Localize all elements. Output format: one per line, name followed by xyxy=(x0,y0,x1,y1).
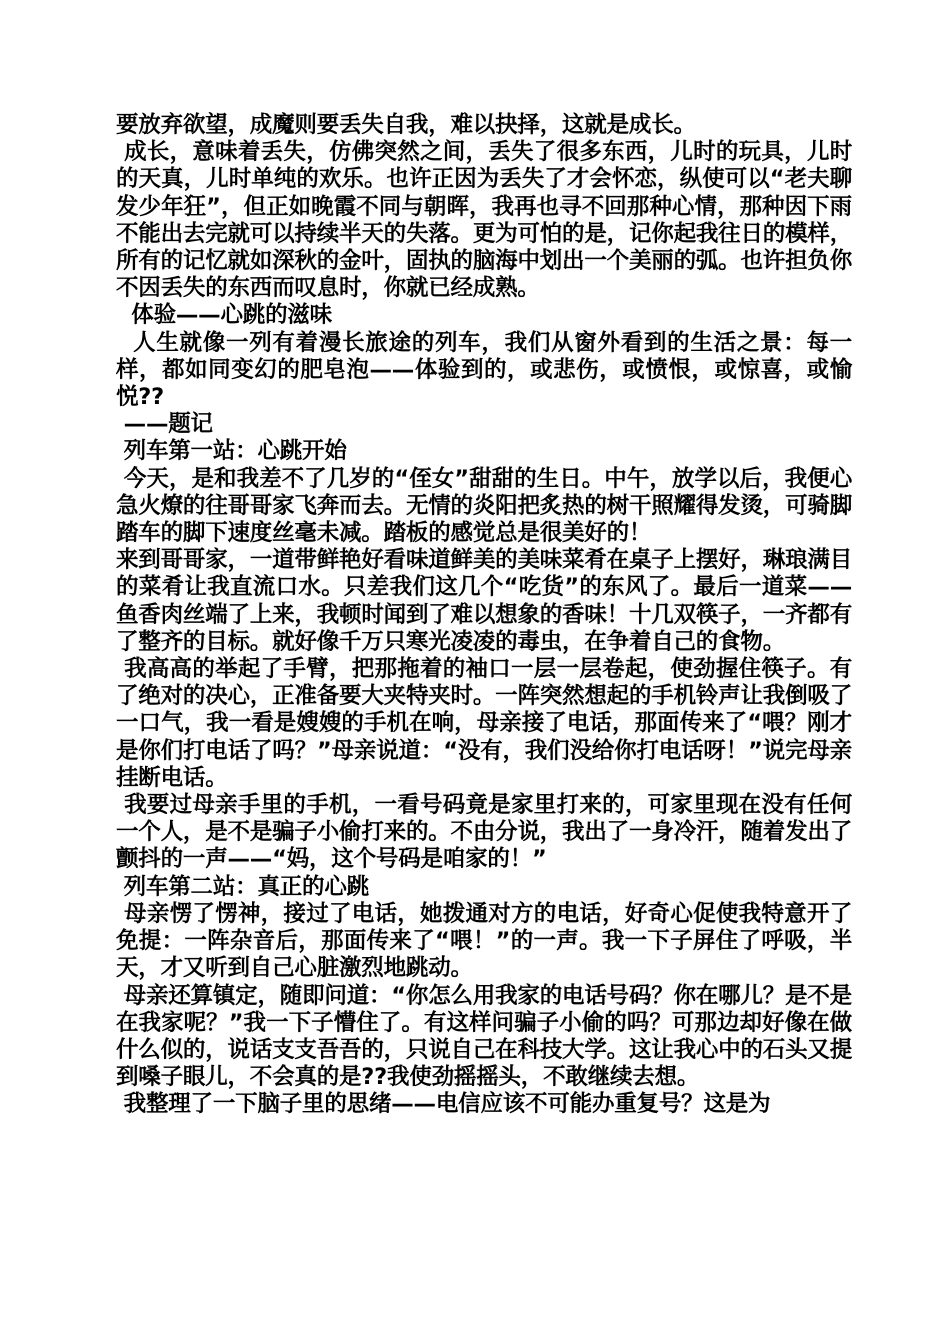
paragraph-intro-end: 要放弃欲望，成魔则要丢失自我，难以抉择，这就是成长。 xyxy=(116,112,696,138)
section-heading-experience: 体验——心跳的滋味 xyxy=(116,302,332,329)
epigraph-attribution: ——题记 xyxy=(116,411,213,438)
document-body xyxy=(116,112,852,1119)
paragraph-growth: 成长，意味着丢失，仿佛突然之间，丢失了很多东西，儿时的玩具，儿时的天真，儿时单纯的欢乐。也许正因为丢失了才会怀恋，纵使可以“老夫聊发少年狂”，但正如晚霞不同与朝晖，我再也寻不回那种心情，那种因下雨不能出去完就可以持续半天的失落。更为可怕的是，记你起我往日的模样，所有的记忆就如深秋的金叶，固执的脑海中划出一个美丽的弧。也许担负你不因丢失的东西而叹息时，你就已经成熟。 xyxy=(116,139,852,302)
paragraph-dinner: 来到哥哥家，一道带鲜艳好看味道鲜美的美味菜肴在桌子上摆好，琳琅满目的菜肴让我直流口水。只差我们这几个“吃货”的东风了。最后一道菜——鱼香肉丝端了上来，我顿时闻到了难以想象的香味！十几双筷子，一齐都有了整齐的目标。就好像千万只寒光凌凌的毒虫，在争着自己的食物。 xyxy=(116,547,852,655)
paragraph-home-number: 我要过母亲手里的手机，一看号码竟是家里打来的，可家里现在没有任何一个人，是不是骗子小偷打来的。不由分说，我出了一身冷汗，随着发出了颤抖的一声——“妈，这个号码是咱家的！” xyxy=(116,792,852,873)
paragraph-epigraph: 人生就像一列有着漫长旅途的列车，我们从窗外看到的生活之景：每一样，都如同变幻的肥皂泡——体验到的，或悲伤，或愤恨，或惊喜，或愉悦?? xyxy=(116,329,852,411)
subheading-station-one: 列车第一站：心跳开始 xyxy=(116,438,347,465)
paragraph-thoughts: 我整理了一下脑子里的思绪——电信应该不可能办重复号？这是为 xyxy=(116,1091,771,1118)
paragraph-birthday: 今天，是和我差不了几岁的“侄女”甜甜的生日。中午，放学以后，我便心急火燎的往哥哥家飞奔而去。无情的炎阳把炙热的树干照耀得发烫，可骑脚踏车的脚下速度丝毫未减。踏板的感觉总是很美好的！ xyxy=(116,465,852,547)
subheading-station-two: 列车第二站：真正的心跳 xyxy=(116,873,369,900)
paragraph-mother-asks: 母亲还算镇定，随即问道：“你怎么用我家的电话号码？你在哪儿？是不是在我家呢？”我一下子懵住了。有这样问骗子小偷的吗？可那边却好像在做什么似的，说话支支吾吾的，只说自己在科技大学。这让我心中的石头又提到嗓子眼儿，不会真的是??我使劲摇摇头，不敢继续去想。 xyxy=(116,982,852,1091)
paragraph-phone-call: 我高高的举起了手臂，把那拖着的袖口一层一层卷起，使劲握住筷子。有了绝对的决心，正准备要大夹特夹时。一阵突然想起的手机铃声让我倒吸了一口气，我一看是嫂嫂的手机在响，母亲接了电话，那面传来了“喂？刚才是你们打电话了吗？”母亲说道：“没有，我们没给你打电话呀！”说完母亲挂断电话。 xyxy=(116,656,852,791)
paragraph-callback: 母亲愣了愣神，接过了电话，她拨通对方的电话，好奇心促使我特意开了免提：一阵杂音后，那面传来了“喂！”的一声。我一下子屏住了呼吸，半天，才又听到自己心脏激烈地跳动。 xyxy=(116,900,852,982)
